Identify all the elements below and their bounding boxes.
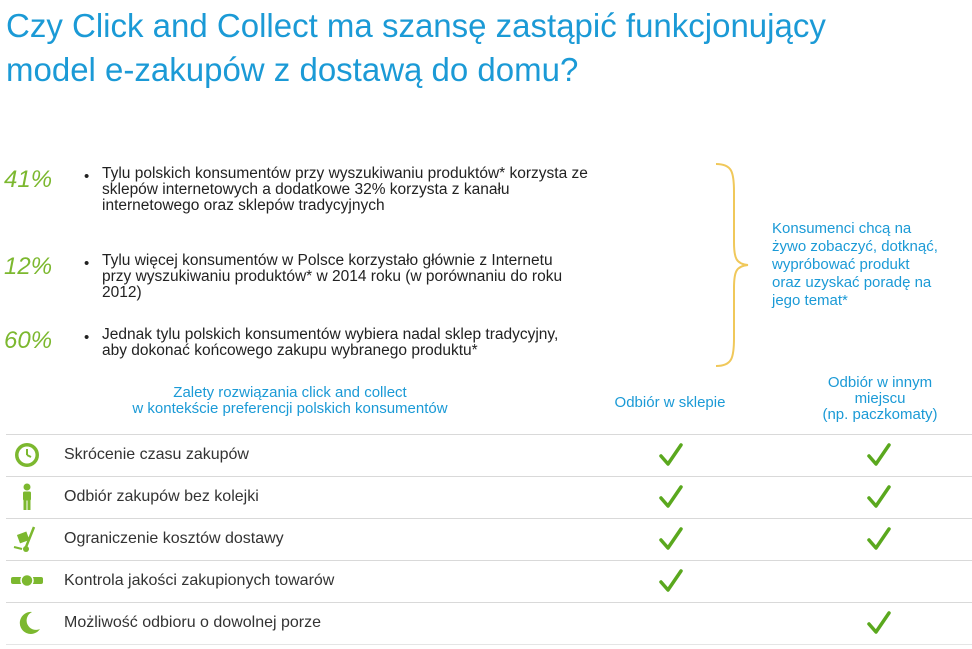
bullet-icon: • — [84, 255, 90, 272]
table-row — [6, 434, 972, 476]
check-icon — [866, 610, 892, 636]
check-icon — [866, 526, 892, 552]
stat-text-line: Jednak tylu polskich konsumentów wybiera nadal sklep tradycyjny, — [102, 326, 559, 343]
check-icon — [658, 526, 684, 552]
moon-icon — [10, 609, 44, 637]
stat-percentage: 41% — [4, 166, 53, 193]
row-label: Skrócenie czasu zakupów — [64, 446, 249, 463]
row-label: Kontrola jakości zakupionych towarów — [64, 572, 335, 589]
table-header-line: miejscu — [854, 390, 906, 407]
person-icon — [10, 483, 44, 511]
table-row — [6, 476, 972, 518]
stat-text — [102, 327, 672, 359]
side-note-line: oraz uzyskać poradę na — [772, 274, 932, 291]
side-note-line: wypróbować produkt — [772, 256, 910, 273]
table-header-line: (np. paczkomaty) — [822, 406, 938, 423]
stat-text-line: przy wyszukiwaniu produktów* w 2014 roku (w porównaniu do roku — [102, 268, 563, 285]
check-icon — [658, 442, 684, 468]
check-icon — [866, 484, 892, 510]
row-label: Możliwość odbioru o dowolnej porze — [64, 614, 322, 631]
stat-text-line: internetowego oraz sklepów tradycyjnych — [102, 197, 385, 214]
row-label: Odbiór zakupów bez kolejki — [64, 488, 259, 505]
quality-ribbon-icon — [10, 567, 44, 595]
stat-percentage: 60% — [4, 327, 53, 354]
clock-icon — [10, 441, 44, 469]
row-label: Ograniczenie kosztów dostawy — [64, 530, 284, 547]
page-title — [6, 4, 966, 92]
bullet-icon: • — [84, 329, 90, 346]
hand-truck-icon — [10, 525, 44, 553]
stat-text-line: 2012) — [102, 284, 142, 301]
stat-text-line: Tylu więcej konsumentów w Polsce korzystało głównie z Internetu — [102, 252, 553, 269]
advantages-table — [6, 434, 972, 645]
side-note-line: Konsumenci chcą na — [772, 220, 912, 237]
table-header-other-pickup — [790, 375, 970, 423]
table-header-line: Odbiór w innym — [827, 374, 933, 391]
table-header-store-pickup: Odbiór w sklepie — [614, 394, 726, 411]
table-row — [6, 602, 972, 645]
table-header-line: Zalety rozwiązania click and collect — [173, 384, 407, 401]
bullet-icon: • — [84, 168, 90, 185]
side-note — [772, 220, 972, 310]
side-note-line: jego temat* — [772, 292, 848, 309]
stat-text-line: sklepów internetowych a dodatkowe 32% korzysta z kanału — [102, 181, 510, 198]
table-header-advantages — [80, 385, 500, 417]
table-header-line: w kontekście preferencji polskich konsumentów — [132, 400, 448, 417]
check-icon — [866, 442, 892, 468]
page-title-line-2: model e-zakupów z dostawą do domu? — [6, 51, 579, 88]
stat-text-line: Tylu polskich konsumentów przy wyszukiwaniu produktów* korzysta ze — [102, 165, 588, 182]
check-icon — [658, 568, 684, 594]
curly-brace-icon — [712, 162, 752, 368]
stat-percentage: 12% — [4, 253, 53, 280]
check-icon — [658, 484, 684, 510]
table-row — [6, 518, 972, 560]
stat-text-line: aby dokonać końcowego zakupu wybranego produktu* — [102, 342, 478, 359]
stat-text — [102, 253, 672, 301]
table-row — [6, 560, 972, 602]
page-title-line-1: Czy Click and Collect ma szansę zastąpić funkcjonujący — [6, 7, 826, 44]
stat-text — [102, 166, 672, 214]
side-note-line: żywo zobaczyć, dotknąć, — [772, 238, 938, 255]
